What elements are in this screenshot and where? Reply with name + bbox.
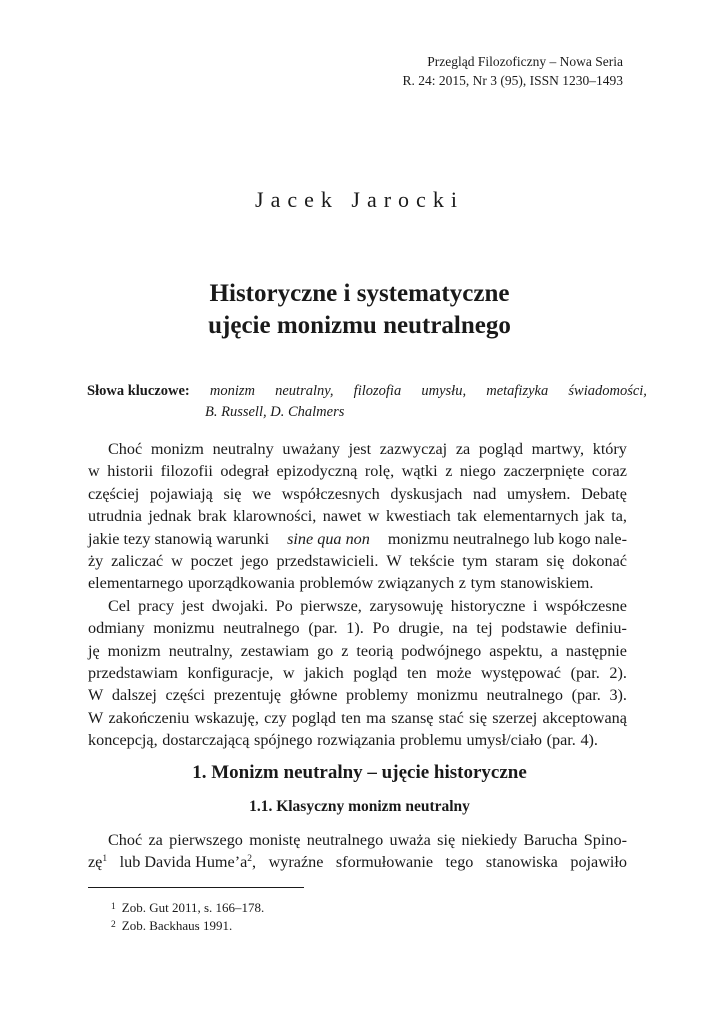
section-heading: 1. Monizm neutralny – ujęcie historyczne bbox=[192, 762, 527, 783]
word: jego bbox=[240, 552, 269, 571]
word: zestawiam bbox=[240, 641, 310, 660]
text-line bbox=[88, 617, 627, 639]
word: który bbox=[592, 440, 627, 458]
word: 3). bbox=[609, 686, 627, 705]
word: ten bbox=[406, 664, 427, 683]
keyword-word: świadomości, bbox=[568, 383, 647, 399]
word: się bbox=[546, 552, 565, 571]
text-line bbox=[88, 438, 627, 460]
word: w bbox=[367, 507, 380, 526]
footnote-number: 1 bbox=[111, 902, 116, 912]
word: z bbox=[445, 462, 453, 481]
word: rozwiązania bbox=[317, 731, 396, 750]
word: poczet bbox=[190, 552, 233, 571]
title-line-2: ujęcie monizmu neutralnego bbox=[208, 312, 511, 339]
word: i bbox=[533, 596, 538, 615]
word: (par. bbox=[570, 664, 600, 683]
word: zarysowuję bbox=[369, 596, 444, 615]
word: ży bbox=[88, 552, 104, 571]
word: (par. bbox=[546, 731, 576, 750]
keyword-word: monizm bbox=[209, 383, 255, 399]
word: podwójnego bbox=[401, 641, 482, 660]
word: dyskusjach bbox=[390, 484, 463, 503]
footnote-ref: 2 bbox=[247, 854, 253, 865]
word: (par. bbox=[308, 619, 338, 638]
word: stanowiska bbox=[485, 853, 558, 872]
abstract bbox=[88, 438, 627, 752]
word: W bbox=[88, 686, 104, 705]
word: drugie, bbox=[398, 619, 444, 638]
word: pierwszego bbox=[169, 831, 243, 849]
text-line bbox=[88, 640, 627, 662]
word: uważany bbox=[282, 440, 340, 458]
word: aspektu, bbox=[489, 641, 543, 660]
word: tym bbox=[462, 552, 488, 571]
paragraph bbox=[88, 829, 627, 874]
word: neutralnego bbox=[223, 619, 300, 638]
word: się bbox=[223, 484, 242, 503]
keywords-line-2: B. Russell, D. Chalmers bbox=[205, 404, 345, 420]
word: pierwsze, bbox=[300, 596, 362, 615]
word: brak bbox=[197, 507, 227, 526]
word: nawet bbox=[322, 507, 362, 526]
word: monizm bbox=[150, 440, 204, 458]
text-line bbox=[88, 684, 627, 706]
word: problemów bbox=[299, 574, 374, 593]
text-line bbox=[88, 707, 627, 729]
word: ten bbox=[341, 708, 361, 727]
footnote-number: 2 bbox=[111, 920, 116, 930]
keywords-label: Słowa kluczowe: bbox=[87, 383, 190, 399]
word: akceptowaną bbox=[542, 708, 627, 727]
text-fragment: monizmu neutralnego lub kogo nale- bbox=[387, 529, 627, 548]
text-fragment: jakie tezy stanowią warunki bbox=[88, 529, 270, 548]
word: ję bbox=[88, 641, 100, 660]
word: następnie bbox=[565, 641, 627, 660]
word: lub Davida Hume’a bbox=[119, 853, 248, 872]
word: zaczerpnięte bbox=[503, 462, 585, 481]
word: pojawiło bbox=[570, 853, 627, 872]
text-line bbox=[88, 505, 627, 527]
word: dokonać bbox=[572, 552, 627, 571]
text-line bbox=[88, 851, 627, 873]
keyword-word: metafizyka bbox=[486, 383, 549, 399]
word: Cel bbox=[108, 596, 131, 615]
word: neutralny bbox=[212, 440, 274, 458]
word: 2). bbox=[609, 664, 627, 683]
footnote-text: Zob. Gut 2011, s. 166–178. bbox=[121, 900, 265, 915]
word: prezentuję bbox=[213, 686, 282, 705]
word: wyraźne bbox=[268, 853, 324, 872]
word: problemu bbox=[399, 731, 462, 750]
word: go bbox=[317, 641, 334, 660]
keyword-word: filozofia bbox=[353, 383, 402, 399]
word: tego bbox=[445, 853, 474, 872]
italic-phrase: sine qua non bbox=[287, 529, 370, 548]
word: zakończeniu bbox=[108, 708, 190, 727]
journal-name: Przegląd Filozoficzny – Nowa Seria bbox=[427, 54, 623, 69]
word: spójnego bbox=[254, 731, 313, 750]
word: zaliczać bbox=[111, 552, 164, 571]
word: odegrał bbox=[220, 462, 269, 481]
word: jest bbox=[181, 596, 205, 615]
word: za bbox=[455, 440, 471, 458]
word: pracy bbox=[138, 596, 175, 615]
word: konfiguracje, bbox=[187, 664, 274, 683]
word: szansę bbox=[391, 708, 434, 727]
word: monizmu bbox=[153, 619, 215, 638]
word: Spino- bbox=[583, 831, 627, 849]
word: z bbox=[341, 641, 349, 660]
word: Debatę bbox=[581, 484, 627, 503]
word: współczesnych bbox=[281, 484, 380, 503]
word: związanych bbox=[377, 574, 455, 593]
word: utrudnia bbox=[88, 507, 142, 526]
keyword-word: neutralny, bbox=[275, 383, 334, 399]
word: koncepcją, bbox=[88, 731, 158, 750]
word: główne bbox=[289, 686, 338, 705]
word: epizodyczną bbox=[276, 462, 358, 481]
word: Po bbox=[275, 596, 293, 615]
text-line bbox=[88, 729, 627, 751]
word: elementarnych bbox=[483, 507, 579, 526]
word: się bbox=[469, 708, 488, 727]
word: definiu- bbox=[575, 619, 627, 638]
word: części bbox=[165, 686, 206, 705]
word: się bbox=[437, 831, 456, 849]
word: (par. bbox=[571, 686, 601, 705]
word: nad bbox=[472, 484, 497, 503]
word: ma bbox=[366, 708, 386, 727]
word: za bbox=[148, 831, 163, 849]
word: w bbox=[282, 664, 295, 683]
word: niego bbox=[459, 462, 496, 481]
word: neutralny, bbox=[168, 641, 233, 660]
word: filozofii bbox=[160, 462, 213, 481]
word: ta, bbox=[611, 507, 627, 526]
journal-issue: R. 24: 2015, Nr 3 (95), ISSN 1230–1493 bbox=[402, 73, 623, 88]
word: występować bbox=[480, 664, 561, 683]
word: przedstawicieli. bbox=[276, 552, 379, 571]
word: sformułowanie bbox=[335, 853, 434, 872]
word: z bbox=[458, 574, 466, 593]
word: Po bbox=[372, 619, 390, 638]
word: wątki bbox=[401, 462, 438, 481]
word: neutralnego bbox=[306, 831, 384, 849]
word: klarowności, bbox=[233, 507, 317, 526]
word: czy bbox=[264, 708, 287, 727]
word: martwy, bbox=[531, 440, 585, 458]
text-line bbox=[88, 572, 627, 594]
footnote-divider bbox=[88, 887, 304, 888]
word: teorią bbox=[356, 641, 394, 660]
text-line bbox=[88, 662, 627, 684]
word: a bbox=[550, 641, 558, 660]
word: w bbox=[171, 552, 183, 571]
word: tej bbox=[476, 619, 493, 638]
text-line bbox=[88, 460, 627, 482]
footnote bbox=[111, 916, 232, 935]
word: staram bbox=[495, 552, 539, 571]
word: monizm bbox=[107, 641, 161, 660]
word: stać bbox=[438, 708, 464, 727]
word: Choć bbox=[108, 831, 143, 849]
word: tym bbox=[470, 574, 496, 593]
footnote-ref: 1 bbox=[102, 854, 108, 865]
word: Barucha bbox=[523, 831, 578, 849]
word: jest bbox=[348, 440, 372, 458]
word: coraz bbox=[591, 462, 627, 481]
word: neutralnego bbox=[486, 686, 563, 705]
word: wskazuję, bbox=[194, 708, 259, 727]
word: W bbox=[88, 708, 104, 727]
author-name: Jacek Jarocki bbox=[255, 187, 464, 212]
keywords bbox=[87, 381, 647, 423]
word: może bbox=[436, 664, 472, 683]
text-fragment bbox=[88, 851, 107, 873]
word: uporządkowania bbox=[187, 574, 295, 593]
text-line bbox=[88, 829, 627, 851]
paper-title bbox=[0, 278, 719, 342]
word: pogląd bbox=[291, 708, 336, 727]
word: 1). bbox=[346, 619, 364, 638]
keywords-line-1 bbox=[87, 381, 647, 402]
word: historyczne bbox=[450, 596, 526, 615]
word: jednak bbox=[148, 507, 192, 526]
word: jakich bbox=[304, 664, 344, 683]
word: rolę, bbox=[364, 462, 395, 481]
word: monistę bbox=[249, 831, 301, 849]
word: współczesne bbox=[545, 596, 627, 615]
word: pojawiają bbox=[149, 484, 213, 503]
word: tak bbox=[457, 507, 477, 526]
text-line bbox=[88, 483, 627, 505]
word: we bbox=[252, 484, 272, 503]
word: niekiedy bbox=[461, 831, 518, 849]
footnote-text: Zob. Backhaus 1991. bbox=[121, 918, 233, 933]
word: stanowiskiem. bbox=[500, 574, 594, 593]
keyword-word: umysłu, bbox=[421, 383, 467, 399]
word: dalszej bbox=[111, 686, 157, 705]
word: pogląd bbox=[478, 440, 523, 458]
word: problemy bbox=[346, 686, 409, 705]
title-line-1: Historyczne i systematyczne bbox=[209, 280, 510, 307]
text-line bbox=[88, 528, 627, 550]
text-fragment: lub Davida $Hume’a^2$, bbox=[119, 853, 257, 872]
word: dostarczającą bbox=[162, 731, 250, 750]
word: zazwyczaj bbox=[379, 440, 448, 458]
word: w bbox=[88, 462, 100, 481]
word: historii bbox=[107, 462, 154, 481]
word: elementarnego bbox=[88, 574, 184, 593]
word: W bbox=[386, 552, 402, 571]
text-line bbox=[88, 550, 627, 572]
word: uważa bbox=[389, 831, 431, 849]
text-line bbox=[88, 595, 627, 617]
word: częściej bbox=[88, 484, 140, 503]
word: kwestiach bbox=[385, 507, 451, 526]
word: zę bbox=[88, 853, 103, 872]
footnote bbox=[111, 898, 264, 917]
word: pogląd bbox=[353, 664, 398, 683]
word: dwojaki. bbox=[211, 596, 268, 615]
word: odmiany bbox=[88, 619, 145, 638]
word: umysł/ciało bbox=[466, 731, 543, 750]
word: przedstawiam bbox=[88, 664, 178, 683]
word: podstawie bbox=[501, 619, 567, 638]
subsection-heading: 1.1. Klasyczny monizm neutralny bbox=[249, 798, 470, 815]
word: na bbox=[452, 619, 468, 638]
word: szerzej bbox=[492, 708, 538, 727]
word: monizmu bbox=[416, 686, 478, 705]
word: umysłem. bbox=[507, 484, 571, 503]
word: Choć bbox=[108, 440, 143, 458]
word: 4). bbox=[580, 731, 598, 750]
word: jak bbox=[585, 507, 605, 526]
word: tekście bbox=[409, 552, 455, 571]
